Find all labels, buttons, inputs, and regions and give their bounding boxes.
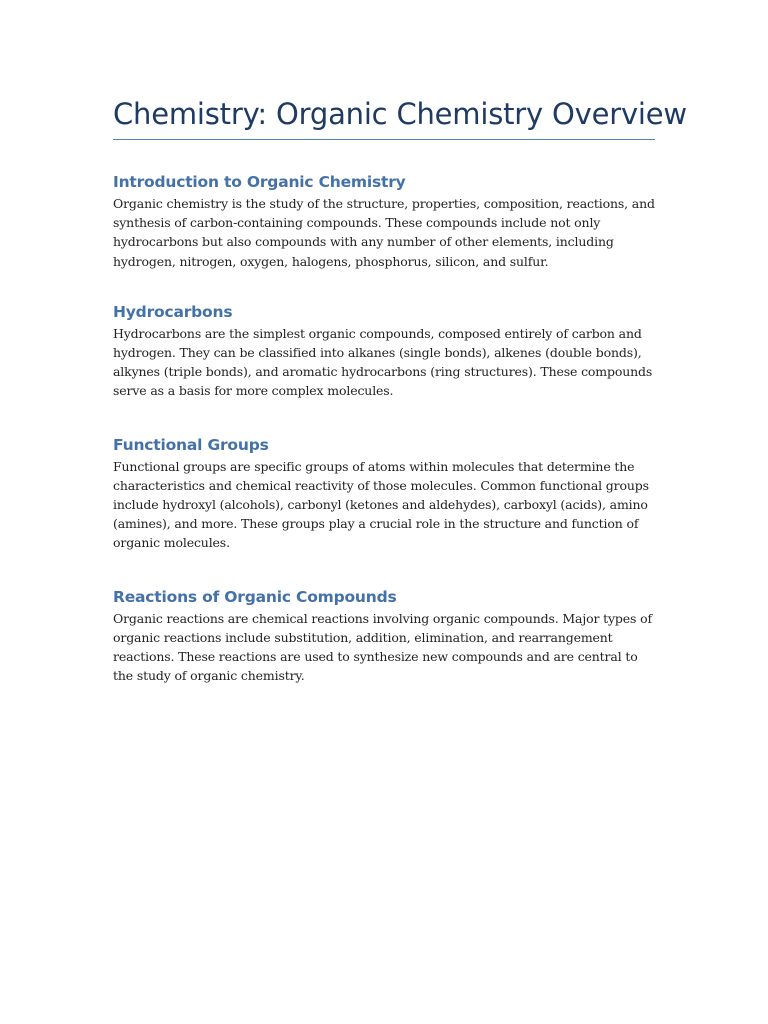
section-introduction bbox=[113, 171, 655, 271]
page-title: Chemistry: Organic Chemistry Overview bbox=[113, 97, 687, 131]
section-body-reactions: Organic reactions are chemical reactions involving organic compounds. Major types of organic reactions include substitution, addition, elimination, and rearrangement reactions. These reactions are used to synthesize new compounds and are central to the study of organic chemistry. bbox=[113, 610, 652, 684]
section-heading-reactions: Reactions of Organic Compounds bbox=[113, 587, 397, 606]
section-heading-functional-groups: Functional Groups bbox=[113, 435, 269, 454]
section-heading-introduction: Introduction to Organic Chemistry bbox=[113, 173, 406, 191]
section-reactions bbox=[113, 586, 655, 686]
title-divider bbox=[113, 139, 655, 140]
section-hydrocarbons bbox=[113, 301, 655, 401]
section-body-introduction: Organic chemistry is the study of the structure, properties, composition, reactions, and synthesis of carbon-containing compounds. These compounds include not only hydrocarbons but also compounds with any number of other elements, including hydrogen, nitrogen, oxygen, halogens, phosphorus, silicon, and sulfur. bbox=[113, 196, 655, 269]
section-body-functional-groups: Functional groups are specific groups of atoms within molecules that determine the characteristics and chemical reactivity of those molecules. Common functional groups include hydroxyl (alcohols), carbonyl (ketones and aldehydes), carboxyl (acids), amino (amines), and more. These groups play a crucial role in the structure and function of organic molecules. bbox=[113, 458, 649, 551]
section-body-hydrocarbons: Hydrocarbons are the simplest organic compounds, composed entirely of carbon and hydrogen. They can be classified into alkanes (single bonds), alkenes (double bonds), alkynes (triple bonds), and aromatic hydrocarbons (ring structures). These compounds serve as a basis for more complex molecules. bbox=[113, 325, 653, 399]
section-functional-groups bbox=[113, 434, 655, 553]
section-heading-hydrocarbons: Hydrocarbons bbox=[113, 302, 233, 321]
